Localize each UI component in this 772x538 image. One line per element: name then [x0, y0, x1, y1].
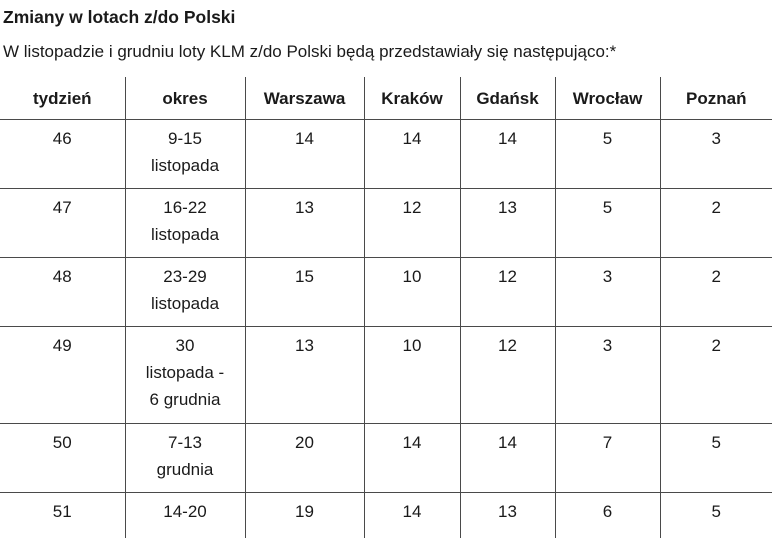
period-line: listopada	[151, 156, 219, 175]
cell-warszawa: 14	[245, 120, 364, 189]
cell-warszawa: 19	[245, 493, 364, 538]
header-poznan: Poznań	[660, 77, 772, 120]
header-krakow: Kraków	[364, 77, 460, 120]
period-line: 30	[176, 336, 195, 355]
table-row	[0, 120, 772, 189]
cell-gdansk: 13	[460, 493, 555, 538]
period-line: 16-22	[163, 198, 206, 217]
table-row	[0, 327, 772, 424]
header-row	[0, 77, 772, 120]
cell-warszawa: 20	[245, 424, 364, 493]
header-week: tydzień	[0, 77, 125, 120]
cell-wroclaw: 5	[555, 189, 660, 258]
cell-krakow: 10	[364, 327, 460, 424]
cell-wroclaw: 3	[555, 327, 660, 424]
cell-period	[125, 327, 245, 424]
cell-gdansk: 14	[460, 120, 555, 189]
page-title: Zmiany w lotach z/do Polski	[3, 6, 235, 28]
cell-week: 48	[0, 258, 125, 327]
header-warszawa: Warszawa	[245, 77, 364, 120]
cell-gdansk: 12	[460, 258, 555, 327]
cell-week: 50	[0, 424, 125, 493]
cell-wroclaw: 5	[555, 120, 660, 189]
header-period: okres	[125, 77, 245, 120]
flights-table	[0, 77, 772, 538]
cell-krakow: 14	[364, 120, 460, 189]
cell-period	[125, 424, 245, 493]
cell-warszawa: 13	[245, 327, 364, 424]
cell-gdansk: 12	[460, 327, 555, 424]
period-line: listopada	[151, 225, 219, 244]
cell-krakow: 12	[364, 189, 460, 258]
cell-poznan: 5	[660, 424, 772, 493]
cell-week: 47	[0, 189, 125, 258]
table-row	[0, 258, 772, 327]
intro-text: W listopadzie i grudniu loty KLM z/do Polski będą przedstawiały się następująco:*	[3, 41, 616, 63]
table-row	[0, 424, 772, 493]
header-gdansk: Gdańsk	[460, 77, 555, 120]
cell-warszawa: 13	[245, 189, 364, 258]
period-line: listopada -	[146, 363, 224, 382]
cell-poznan: 3	[660, 120, 772, 189]
period-line: 9-15	[168, 129, 202, 148]
table-row	[0, 493, 772, 538]
header-wroclaw: Wrocław	[555, 77, 660, 120]
cell-period	[125, 258, 245, 327]
cell-poznan: 5	[660, 493, 772, 538]
cell-period	[125, 120, 245, 189]
cell-poznan: 2	[660, 258, 772, 327]
cell-krakow: 14	[364, 424, 460, 493]
period-line: 6 grudnia	[150, 390, 221, 409]
cell-poznan: 2	[660, 327, 772, 424]
cell-wroclaw: 7	[555, 424, 660, 493]
cell-period	[125, 493, 245, 538]
period-line: 7-13	[168, 433, 202, 452]
period-line: grudnia	[157, 460, 214, 479]
cell-poznan: 2	[660, 189, 772, 258]
cell-week: 51	[0, 493, 125, 538]
cell-gdansk: 14	[460, 424, 555, 493]
period-line: listopada	[151, 294, 219, 313]
period-line: 23-29	[163, 267, 206, 286]
cell-krakow: 10	[364, 258, 460, 327]
table-row	[0, 189, 772, 258]
cell-week: 49	[0, 327, 125, 424]
cell-warszawa: 15	[245, 258, 364, 327]
cell-gdansk: 13	[460, 189, 555, 258]
cell-krakow: 14	[364, 493, 460, 538]
period-line: 14-20	[163, 502, 206, 521]
cell-wroclaw: 6	[555, 493, 660, 538]
cell-period	[125, 189, 245, 258]
cell-week: 46	[0, 120, 125, 189]
cell-wroclaw: 3	[555, 258, 660, 327]
